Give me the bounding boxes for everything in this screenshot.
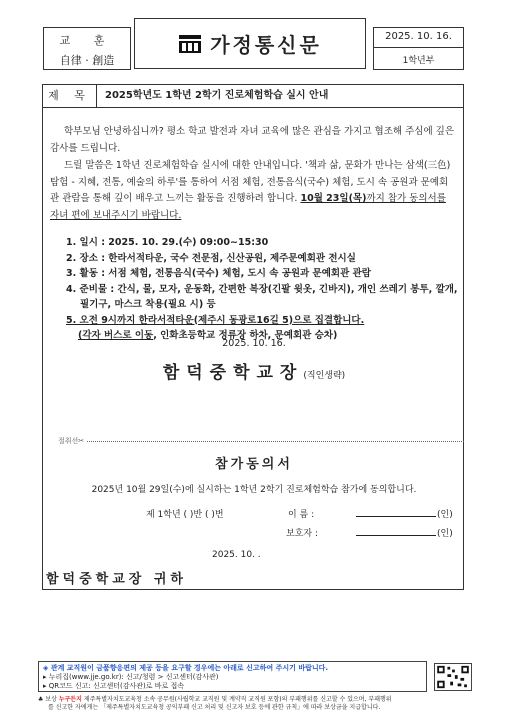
reward-prefix: ♣ 보상: [38, 696, 59, 703]
detail-item: 1. 일시 : 2025. 10. 29.(수) 09:00~15:30: [66, 237, 269, 248]
consent-title: 참가동의서: [215, 457, 293, 472]
seal-note: (직인생략): [303, 371, 346, 381]
deadline-date: 10월 23일(목): [300, 193, 367, 204]
cut-line: [58, 436, 464, 446]
motto-text: 自律 · 創造: [59, 54, 115, 67]
reward-text: 제주특별자치도교육청 소속 공무원(사립학교 교직원 및 계약직 교직원 포함)의 부패행위를 신고할 수 있으며, 부패행위: [81, 696, 392, 703]
issue-date: 2025. 10. 16.: [374, 28, 463, 48]
qr-code-icon[interactable]: [434, 663, 472, 691]
deadline-text: 까지 참가 동의서를 자녀 편에 보내주시기 바랍니다.: [50, 193, 446, 221]
issue-date-box: [373, 27, 464, 70]
guardian-field[interactable]: [356, 535, 436, 536]
consent-statement: 2025년 10월 29일(수)에 실시하는 1학년 2학기 진로체험학습 참가에 동의합니다.: [91, 485, 417, 495]
guardian-label: 보호자 :: [286, 529, 318, 539]
class-number-field[interactable]: 제 1학년 ( )반 ( )번: [146, 510, 224, 520]
intro-text: 드릴 말씀은 1학년 진로체험학습 실시에 대한 안내입니다. '책과 삶, 문화가 만나는 삼색(三色) 탐험 - 지혜, 전통, 예술의 하루'를 통하여 서점 체험, 전통음식(국수) 체험, 도시 속 공원과 문예회관 관람을 통해 깊이 배우고 느끼는 활동을 진행하려 합니다.: [50, 160, 451, 204]
subject-value: 2025학년도 1학년 2학기 진로체험학습 실시 안내: [105, 90, 329, 101]
principal-signature: [0, 358, 508, 383]
newsletter-title-box: [134, 18, 366, 69]
name-label: 이 름 :: [288, 510, 315, 520]
report-notice-heading: ◈ 관계 교직원이 금품향응편의 제공 등을 요구할 경우에는 아래로 신고하여 주시기 바랍니다.: [43, 664, 329, 672]
reward-notice-cont: 를 신고한 자에게는 「제주특별자치도교육청 공익부패 신고 처리 및 신고자 보호 등에 관한 규칙」에 따라 보상금을 지급합니다.: [48, 704, 381, 711]
newsletter-title: 가정통신문: [210, 33, 322, 57]
greeting-paragraph: 학부모님 안녕하십니까? 평소 학교 발전과 자녀 교육에 많은 관심을 가지고 협조해 주심에 깊은 감사를 드립니다.: [50, 126, 455, 154]
dotted-divider: [87, 441, 464, 442]
motto-title: 교 훈: [59, 34, 115, 47]
name-field[interactable]: [356, 516, 436, 517]
seal-mark: (인): [437, 510, 453, 520]
details-list: [66, 235, 458, 344]
intro-paragraph: [50, 158, 456, 224]
reward-anyone: 누구든지: [58, 696, 82, 703]
subject-row: [42, 84, 464, 108]
detail-item: 3. 활동 : 서점 체험, 전통음식(국수) 체험, 도시 속 공원과 문예회관 관람: [66, 268, 371, 279]
principal-name: 함덕중학교장: [162, 363, 304, 383]
addressee: 함덕중학교장 귀하: [46, 572, 187, 587]
subject-label: 제 목: [43, 85, 97, 107]
motto-box: [43, 27, 131, 70]
detail-item: 2. 장소 : 한라서적타운, 국수 전문점, 신산공원, 제주문예회관 전시실: [66, 252, 356, 264]
meeting-point: 5. 오전 9시까지 한라서적타운(제주시 동광로16길 5)으로 집결합니다.: [66, 314, 365, 326]
report-website[interactable]: ▸ 누리집(www.jje.go.kr): 신고/청렴 > 신고센터(감사관): [43, 673, 219, 681]
detail-item: 4. 준비물 : 간식, 물, 모자, 운동화, 간편한 복장(긴팔 윗옷, 긴바지), 개인 쓰레기 봉투, 깔개, 필기구, 마스크 착용(필요 시) 등: [66, 283, 458, 310]
report-qr-note: ▸ QR코드 신고: 신고센터(감사관)로 바로 접속: [43, 682, 185, 690]
letter-date: 2025. 10. 16.: [222, 338, 286, 349]
department: 1학년부: [402, 56, 435, 66]
consent-date: 2025. 10. .: [212, 550, 261, 560]
transport-underlined: (각자 버스로 이동: [78, 330, 154, 341]
transport-tail: , 인화초등학교 정류장 하차, 문예회관 승차): [153, 330, 338, 341]
seal-mark: (인): [437, 529, 453, 539]
school-logo-icon: [178, 34, 202, 54]
cut-label: 절취선✂: [58, 437, 85, 445]
